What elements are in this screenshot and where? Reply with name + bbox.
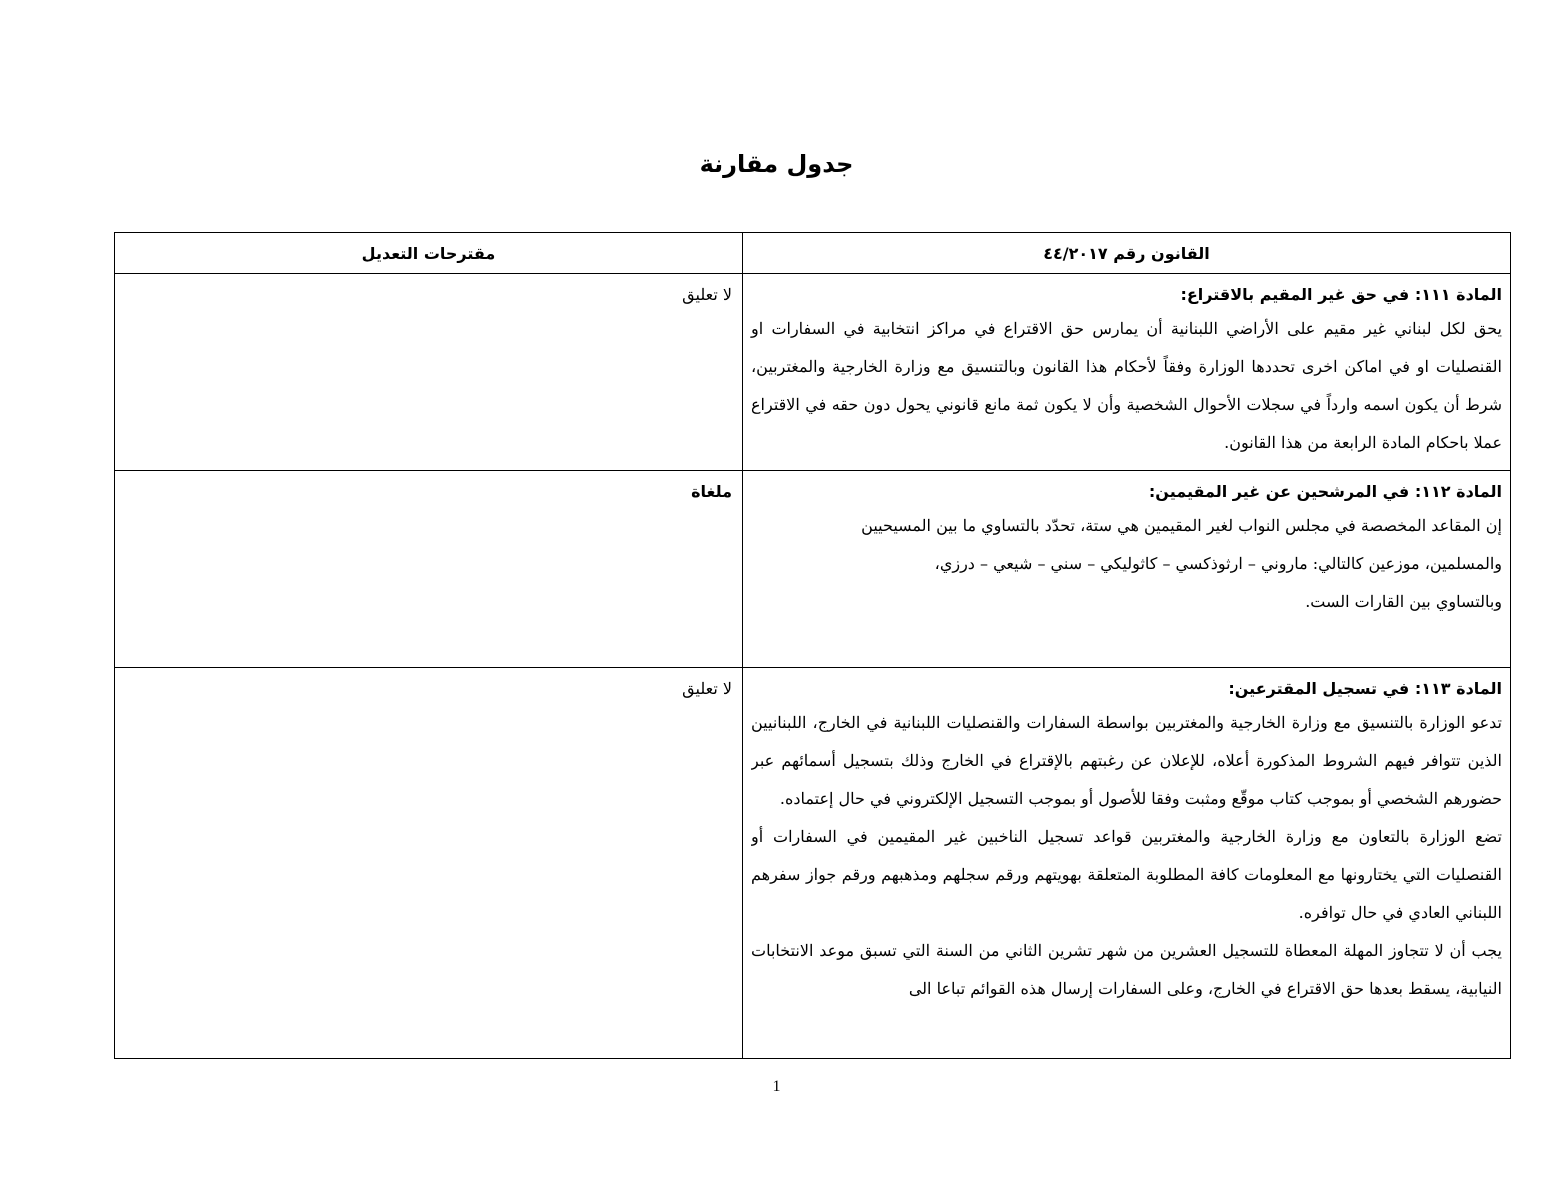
law-cell [743,274,1511,471]
table-row [115,471,1511,668]
law-cell [743,471,1511,668]
proposal-text: ملغاة [691,482,732,501]
header-law: القانون رقم ٤٤/٢٠١٧ [743,233,1511,274]
article-heading: المادة ١١٢: في المرشحين عن غير المقيمين: [1148,482,1502,501]
article-paragraph: تدعو الوزارة بالتنسيق مع وزارة الخارجية والمغتربين بواسطة السفارات والقنصليات اللبنانية في الخارج، اللبنانيين الذين تتوافر فيهم الشروط المذكورة أعلاه، للإعلان عن رغبتهم بالإقتراع في الخارج وذلك بتسجيل أسمائهم عبر حضورهم الشخصي أو بموجب كتاب موقّع ومثبت وفقا للأصول أو بموجب التسجيل الإلكتروني في حال إعتماده. [751,713,1502,808]
law-cell [743,668,1511,1059]
proposal-text: لا تعليق [682,679,732,698]
page-title: جدول مقارنة [699,150,854,178]
proposal-cell [115,668,743,1059]
page-number: 1 [772,1078,781,1095]
comparison-table [114,232,1511,1059]
proposal-cell [115,471,743,668]
article-paragraph: يجب أن لا تتجاوز المهلة المعطاة للتسجيل العشرين من شهر تشرين الثاني من السنة التي تسبق موعد الانتخابات النيابية، يسقط بعدها حق الاقتراع في الخارج، وعلى السفارات إرسال هذه القوائم تباعا الى [751,941,1502,998]
article-paragraph: يحق لكل لبناني غير مقيم على الأراضي اللبنانية أن يمارس حق الاقتراع في مراكز انتخابية في السفارات او القنصليات او في اماكن اخرى تحددها الوزارة وفقاً لأحكام هذا القانون وبالتنسيق مع وزارة الخارجية والمغتربين، شرط أن يكون اسمه وارداً في سجلات الأحوال الشخصية وأن لا يكون ثمة مانع قانوني يحول دون حقه في الاقتراع عملا باحكام المادة الرابعة من هذا القانون. [751,319,1503,452]
article-paragraph: إن المقاعد المخصصة في مجلس النواب لغير المقيمين هي ستة، تحدّد بالتساوي ما بين المسيحيين [861,516,1502,535]
article-heading: المادة ١١٣: في تسجيل المقترعين: [1228,679,1502,698]
header-proposals: مقترحات التعديل [115,233,743,274]
table-header-row [115,233,1511,274]
article-paragraph: وبالتساوي بين القارات الست. [1305,592,1502,611]
article-paragraph: تضع الوزارة بالتعاون مع وزارة الخارجية والمغتربين قواعد تسجيل الناخبين غير المقيمين في السفارات أو القنصليات التي يختارونها مع المعلومات كافة المطلوبة المتعلقة بهويتهم ورقم سجلهم ومذهبهم ورقم جواز سفرهم اللبناني العادي في حال توافره. [751,827,1502,922]
table-row [115,274,1511,471]
proposal-cell [115,274,743,471]
article-paragraph: والمسلمين، موزعين كالتالي: ماروني – ارثوذكسي – كاثوليكي – سني – شيعي – درزي، [934,554,1502,573]
table-row [115,668,1511,1059]
article-heading: المادة ١١١: في حق غير المقيم بالاقتراع: [1180,285,1502,304]
proposal-text: لا تعليق [682,285,732,304]
